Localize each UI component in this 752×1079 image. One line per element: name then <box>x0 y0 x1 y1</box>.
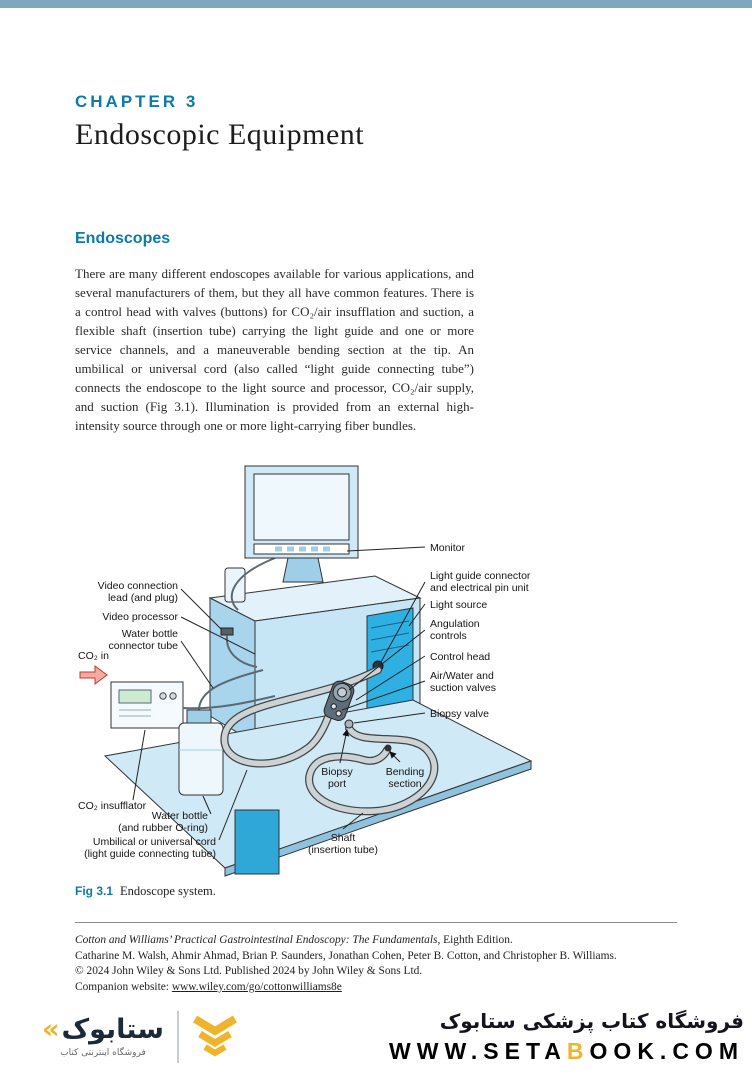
setabook-book-icon <box>192 1010 238 1064</box>
book-edition: , Eighth Edition. <box>437 934 513 946</box>
companion-prefix: Companion website: <box>75 980 172 993</box>
logo-divider <box>177 1011 179 1063</box>
label-angulation-1: Angulation <box>430 618 480 630</box>
url-post: OOK.COM <box>589 1038 744 1064</box>
label-biopsy-port-2: port <box>327 778 347 790</box>
label-line-monitor <box>347 547 425 551</box>
label-bending-1: Bending <box>385 766 425 778</box>
setabook-persian-title: فروشگاه کتاب پزشکی ستابوک <box>439 1009 744 1033</box>
page-title: Endoscopic Equipment <box>75 118 365 151</box>
label-bending-2: section <box>388 778 422 790</box>
footer-companion-line <box>75 980 720 996</box>
label-co2-insufflator: CO₂ insufflator <box>78 800 147 812</box>
label-light-guide-2: and electrical pin unit <box>430 582 529 594</box>
water-bottle-body <box>179 723 223 795</box>
label-shaft-2: (insertion tube) <box>307 844 379 856</box>
page-top-accent-bar <box>0 0 752 8</box>
label-shaft-1: Shaft <box>330 832 356 844</box>
label-monitor: Monitor <box>430 542 466 554</box>
url-pre: WWW.SETA <box>389 1038 567 1064</box>
light-source-unit <box>367 608 413 714</box>
co2-insufflator-unit <box>111 682 183 728</box>
copyright-footer <box>75 933 720 995</box>
setabook-banner <box>0 995 752 1079</box>
chevron-icon: « <box>42 1014 60 1045</box>
label-co2-in: CO₂ in <box>78 650 109 662</box>
label-control-head: Control head <box>430 651 491 663</box>
label-video-connection-2: lead (and plug) <box>107 592 178 604</box>
label-umbilical-2: (light guide connecting tube) <box>84 848 216 860</box>
companion-website-link[interactable]: www.wiley.com/go/cottonwilliams8e <box>171 980 342 993</box>
water-bottle-cap <box>187 710 211 723</box>
label-air-water-2: suction valves <box>430 682 496 694</box>
book-title: Cotton and Williams’ Practical Gastrointestinal Endoscopy: The Fundamentals <box>75 934 438 946</box>
label-video-processor: Video processor <box>102 611 178 623</box>
label-biopsy-port-1: Biopsy <box>321 766 353 778</box>
footer-book-title-line <box>75 933 720 949</box>
biopsy-valve-part <box>345 720 353 728</box>
url-accent-letter: B <box>566 1038 590 1064</box>
chapter-label: CHAPTER 3 <box>75 92 199 111</box>
figure-endoscope-system <box>75 458 535 883</box>
video-plug <box>221 628 233 635</box>
body-paragraph: There are many different endoscopes available for various applications, and several manufacturers of them, but they all have common features. There is a control head with valves (buttons) for CO₂/air insufflation and suction, a flexible shaft (insertion tube) carrying the light guide and one or more service channels, and a maneuverable bending section at the tip. An umbilical or universal cord (also called “light guide connecting tube”) connects the endoscope to the light source and processor, CO₂/air supply, and suction (Fig 3.1). Illumination is provided from an external high-intensity source through one or more light-carrying fiber bundles. <box>75 266 474 433</box>
endoscope-diagram <box>75 458 535 878</box>
figure-caption <box>75 884 216 899</box>
label-video-connection-1: Video connection <box>97 580 178 592</box>
label-line-water-bottle-tube <box>181 641 213 688</box>
figure-caption-label: Fig 3.1 <box>75 884 114 898</box>
footer-divider <box>75 922 677 923</box>
label-water-bottle-2: (and rubber O-ring) <box>118 822 208 834</box>
section-heading: Endoscopes <box>75 230 171 247</box>
footer-copyright: © 2024 John Wiley & Sons Ltd. Published 2024 by John Wiley & Sons Ltd. <box>75 965 423 978</box>
label-umbilical-1: Umbilical or universal cord <box>92 836 216 848</box>
monitor-screen <box>254 474 349 540</box>
setabook-text-block <box>389 1009 744 1065</box>
setabook-wordmark-text: ستابوک <box>61 1014 164 1045</box>
setabook-logo-subtext: فروشگاه اینترنتی کتاب <box>60 1048 146 1058</box>
label-light-guide-1: Light guide connector <box>430 570 531 582</box>
label-light-source: Light source <box>430 599 488 611</box>
label-water-bottle-1: Water bottle <box>151 810 208 822</box>
label-angulation-2: controls <box>430 630 467 642</box>
setabook-wordmark-block <box>42 1016 164 1058</box>
label-water-bottle-tube-1: Water bottle <box>121 628 178 640</box>
figure-caption-text: Endoscope system. <box>120 884 216 898</box>
table-pedestal <box>235 810 279 874</box>
setabook-wordmark <box>42 1016 164 1043</box>
setabook-url[interactable] <box>389 1038 744 1065</box>
endoscope-tip <box>385 745 392 752</box>
monitor-stand <box>283 558 323 582</box>
label-air-water-1: Air/Water and <box>430 670 494 682</box>
setabook-logo <box>42 1010 238 1064</box>
label-biopsy-valve: Biopsy valve <box>430 708 489 720</box>
footer-authors: Catharine M. Walsh, Ahmir Ahmad, Brian P. Saunders, Jonathan Cohen, Peter B. Cotton, and Christopher B. Williams. <box>75 949 617 962</box>
co2-in-arrow-icon <box>80 666 107 684</box>
label-water-bottle-tube-2: connector tube <box>108 640 178 652</box>
